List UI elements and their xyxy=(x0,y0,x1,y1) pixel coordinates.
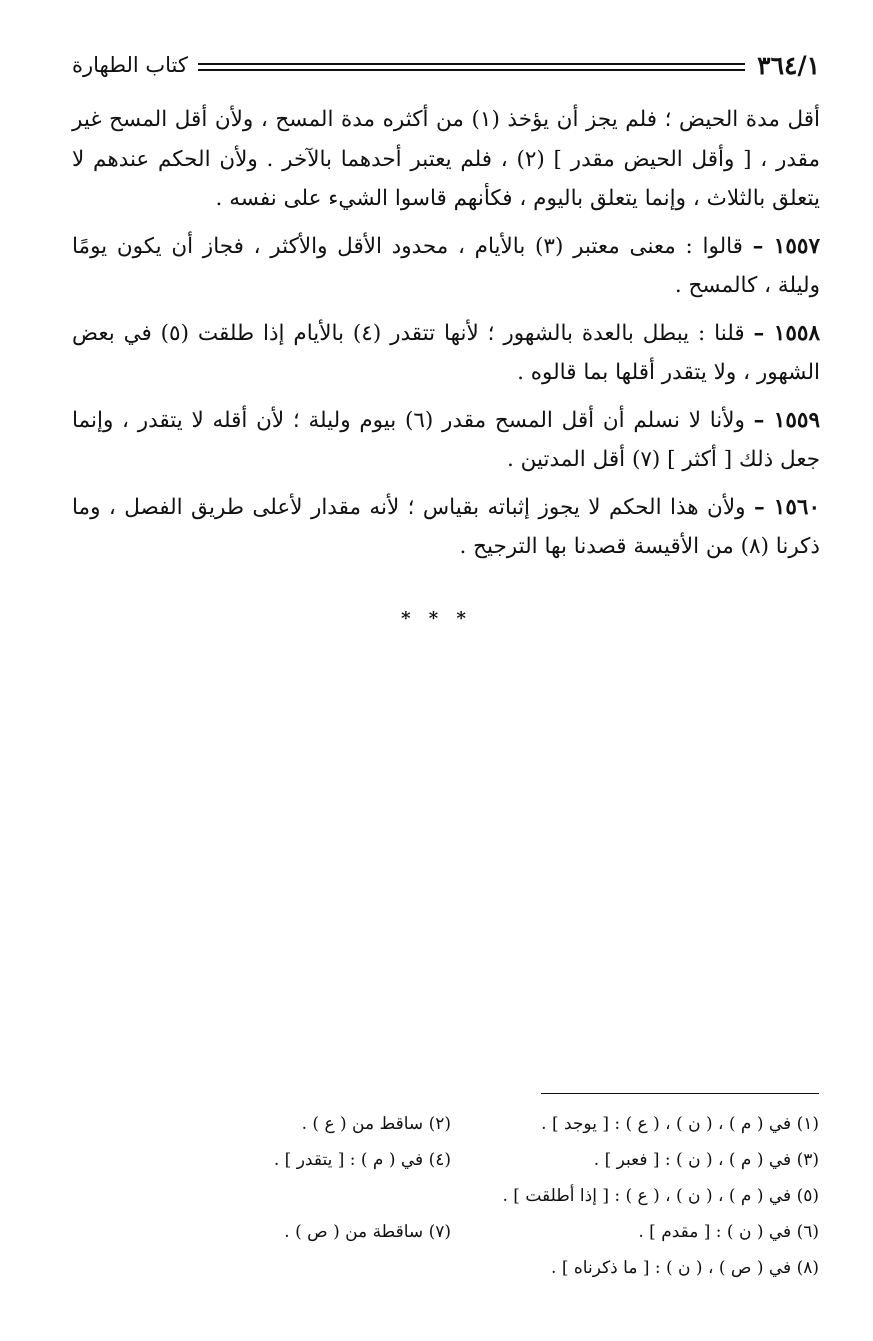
paragraph xyxy=(72,314,820,393)
footnote xyxy=(201,1178,451,1214)
footnote: (٤) في ( م ) : [ يتقدر ] . xyxy=(273,1150,451,1170)
footnote: (٥) في ( م ) ، ( ن ) ، ( ع ) : [ إذا أطلقت ] . xyxy=(502,1186,819,1206)
paragraph-text: قلنا : يبطل بالعدة بالشهور ؛ لأنها تتقدر (٤) بالأيام إذا طلقت (٥) في بعض الشهور ، ولا يتقدر أقلها بما قالوه . xyxy=(72,320,820,385)
page-number: ٣٦٤/١ xyxy=(757,50,820,80)
footnote-row xyxy=(199,1142,819,1178)
paragraph xyxy=(72,100,820,219)
footnote-row xyxy=(199,1178,819,1214)
footnote: (٧) ساقطة من ( ص ) . xyxy=(284,1222,451,1242)
paragraph xyxy=(72,227,820,306)
footnote: (٨) في ( ص ) ، ( ن ) : [ ما ذكرناه ] . xyxy=(551,1258,819,1278)
footnote: (١) في ( م ) ، ( ن ) ، ( ع ) : [ يوجد ] . xyxy=(541,1114,819,1134)
paragraph-number: ١٥٥٩ – xyxy=(753,407,820,433)
paragraph-number: ١٥٥٧ – xyxy=(752,233,820,259)
footnote-rule xyxy=(541,1093,819,1094)
paragraph-text: ولأنا لا نسلم أن أقل المسح مقدر (٦) بيوم وليلة ؛ لأن أقله لا يتقدر ، وإنما جعل ذلك [ أكثر ] (٧) أقل المدتين . xyxy=(72,407,820,472)
footnote: (٣) في ( م ) ، ( ن ) : [ فعبر ] . xyxy=(593,1150,819,1170)
footnote-row xyxy=(199,1106,819,1142)
section-separator: * * * xyxy=(401,608,472,629)
footnote xyxy=(201,1250,451,1286)
paragraph xyxy=(72,401,820,480)
paragraph-text: ولأن هذا الحكم لا يجوز إثباته بقياس ؛ لأنه مقدار لأعلى طريق الفصل ، وما ذكرنا (٨) من الأقيسة قصدنا بها الترجيح . xyxy=(72,494,820,559)
running-header xyxy=(72,50,820,80)
paragraph-text: أقل مدة الحيض ؛ فلم يجز أن يؤخذ (١) من أكثره مدة المسح ، ولأن أقل المسح غير مقدر ، [ وأقل الحيض مقدر ] (٢) ، فلم يعتبر أحدهما بالآخر . ولأن الحكم عندهم لا يتعلق بالثلاث ، وإنما يتعلق باليوم ، فكأنهم قاسوا الشيء على نفسه . xyxy=(72,107,821,211)
footnote-row xyxy=(199,1214,819,1250)
paragraph xyxy=(72,488,820,567)
footnote: (٦) في ( ن ) : [ مقدم ] . xyxy=(638,1222,819,1242)
paragraph-number: ١٥٦٠ – xyxy=(753,494,820,520)
footnote-row xyxy=(199,1250,819,1286)
footnotes xyxy=(199,1106,819,1286)
paragraph-text: قالوا : معنى معتبر (٣) بالأيام ، محدود الأقل والأكثر ، فجاز أن يكون يومًا وليلة ، كالمسح . xyxy=(72,233,820,298)
footnote: (٢) ساقط من ( ع ) . xyxy=(301,1114,451,1134)
book-title: كتاب الطهارة xyxy=(72,53,188,77)
paragraph-number: ١٥٥٨ – xyxy=(753,320,820,346)
header-rule xyxy=(198,63,745,71)
body-text xyxy=(72,100,820,575)
